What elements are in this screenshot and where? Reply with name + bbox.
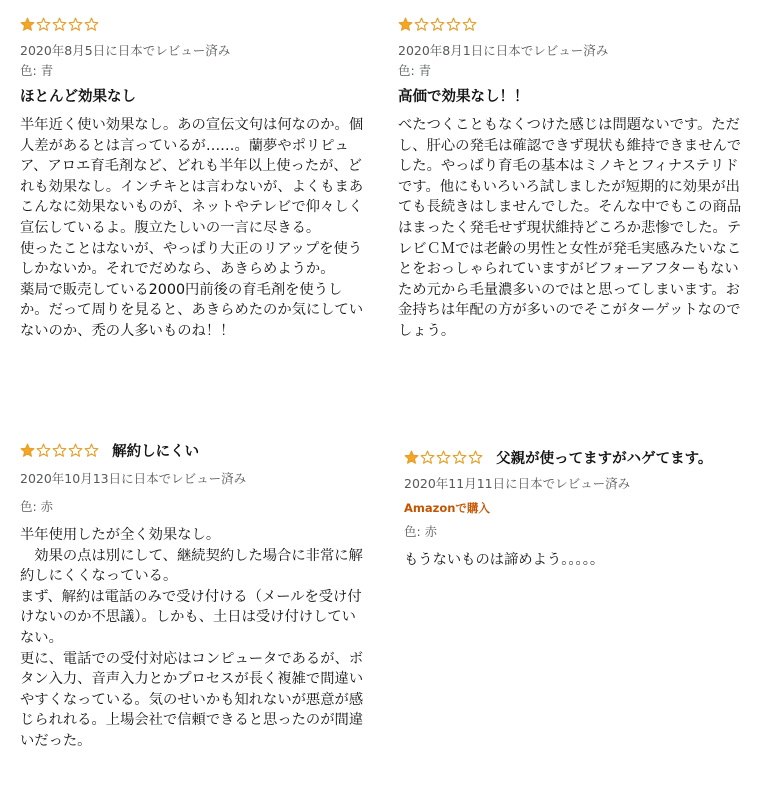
star-filled-icon <box>398 17 413 32</box>
star-filled-icon <box>20 443 35 458</box>
review-date: 2020年11月11日に日本でレビュー済み <box>404 476 631 491</box>
review-title[interactable]: 解約しにくい <box>112 444 200 460</box>
star-filled-icon <box>20 17 35 32</box>
star-empty-icon <box>68 443 83 458</box>
star-empty-icon <box>420 450 435 465</box>
review-card <box>398 14 743 342</box>
star-empty-icon <box>52 17 67 32</box>
review-card <box>404 447 749 571</box>
star-empty-icon <box>436 450 451 465</box>
star-empty-icon <box>84 443 99 458</box>
star-empty-icon <box>468 450 483 465</box>
review-variant: 色: 青 <box>398 63 432 78</box>
verified-purchase-badge: Amazonで購入 <box>404 501 490 515</box>
star-empty-icon <box>414 17 429 32</box>
review-date: 2020年8月5日に日本でレビュー済み <box>20 43 231 58</box>
star-empty-icon <box>52 443 67 458</box>
star-rating <box>398 17 477 32</box>
star-rating <box>20 17 99 32</box>
star-empty-icon <box>462 17 477 32</box>
review-date: 2020年8月1日に日本でレビュー済み <box>398 43 609 58</box>
review-title[interactable]: ほとんど効果なし <box>20 89 136 105</box>
review-date: 2020年10月13日に日本でレビュー済み <box>20 471 247 486</box>
review-variant: 色: 赤 <box>20 499 54 514</box>
review-card <box>20 440 370 752</box>
star-filled-icon <box>404 450 419 465</box>
star-empty-icon <box>446 17 461 32</box>
star-empty-icon <box>430 17 445 32</box>
star-empty-icon <box>36 443 51 458</box>
review-variant: 色: 赤 <box>404 524 438 539</box>
star-empty-icon <box>84 17 99 32</box>
review-title[interactable]: 父親が使ってますがハゲてます。 <box>496 451 713 467</box>
review-title[interactable]: 高価で効果なし！！ <box>398 89 529 105</box>
review-card <box>20 14 365 342</box>
review-body: べたつくこともなくつけた感じは問題ないです。ただし、肝心の発毛は確認できず現状も維持できませんでした。やっぱり育毛の基本はミノキとフィナステリドです。他にもいろいろ試しましたが短期的に効果が出ても長続きはしませんでした。そんな中でもこの商品はまったく発毛せず現状維持どころか悲惨でした。テレビＣＭでは老齢の男性と女性が発毛実感みたいなことをおっしゃられていますがビフォーアフターもないため元から毛量濃多いのではと思ってしまいます。お金持ちは年配の方が多いのでそこがターゲットなのでしょう。 <box>398 117 742 339</box>
star-empty-icon <box>452 450 467 465</box>
review-body: 半年近く使い効果なし。あの宣伝文句は何なのか。個人差があるとは言っているが……。蘭夢やポリピュア、アロエ育毛剤など、どれも半年以上使ったが、どれも効果なし。インチキとは言わないが、よくもまあこんなに効果ないものが、ネットやテレビで仰々しく宣伝しているよ。腹立たしいの一言に尽きる。 使ったことはないが、やっぱり大正のリアップを使うしかないか。それでだめなら、あきらめようか。 薬局で販売している2000円前後の育毛剤を使うしか。だって周りを見ると、あきらめたのか気にしていないのか、禿の人多いものね！！ <box>20 117 364 339</box>
star-empty-icon <box>36 17 51 32</box>
review-variant: 色: 青 <box>20 63 54 78</box>
review-body: 半年使用したが全く効果なし。 効果の点は別にして、継続契約した場合に非常に解約しにくくなっている。 まず、解約は電話のみで受け付ける（メールを受け付けないのか不思議）。しかも、土日は受け付けしていない。 更に、電話での受付対応はコンピュータであるが、ボタン入力、音声入力とかプロセスが長く複雑で間違いやすくなっている。気のせいかも知れないが悪意が感じられれる。上場会社で信頼できると思ったのが間違いだった。 <box>20 527 364 749</box>
star-rating <box>404 450 483 465</box>
star-rating <box>20 443 99 458</box>
star-empty-icon <box>68 17 83 32</box>
review-body: もうないものは諦めよう。。。。。 <box>404 552 605 568</box>
